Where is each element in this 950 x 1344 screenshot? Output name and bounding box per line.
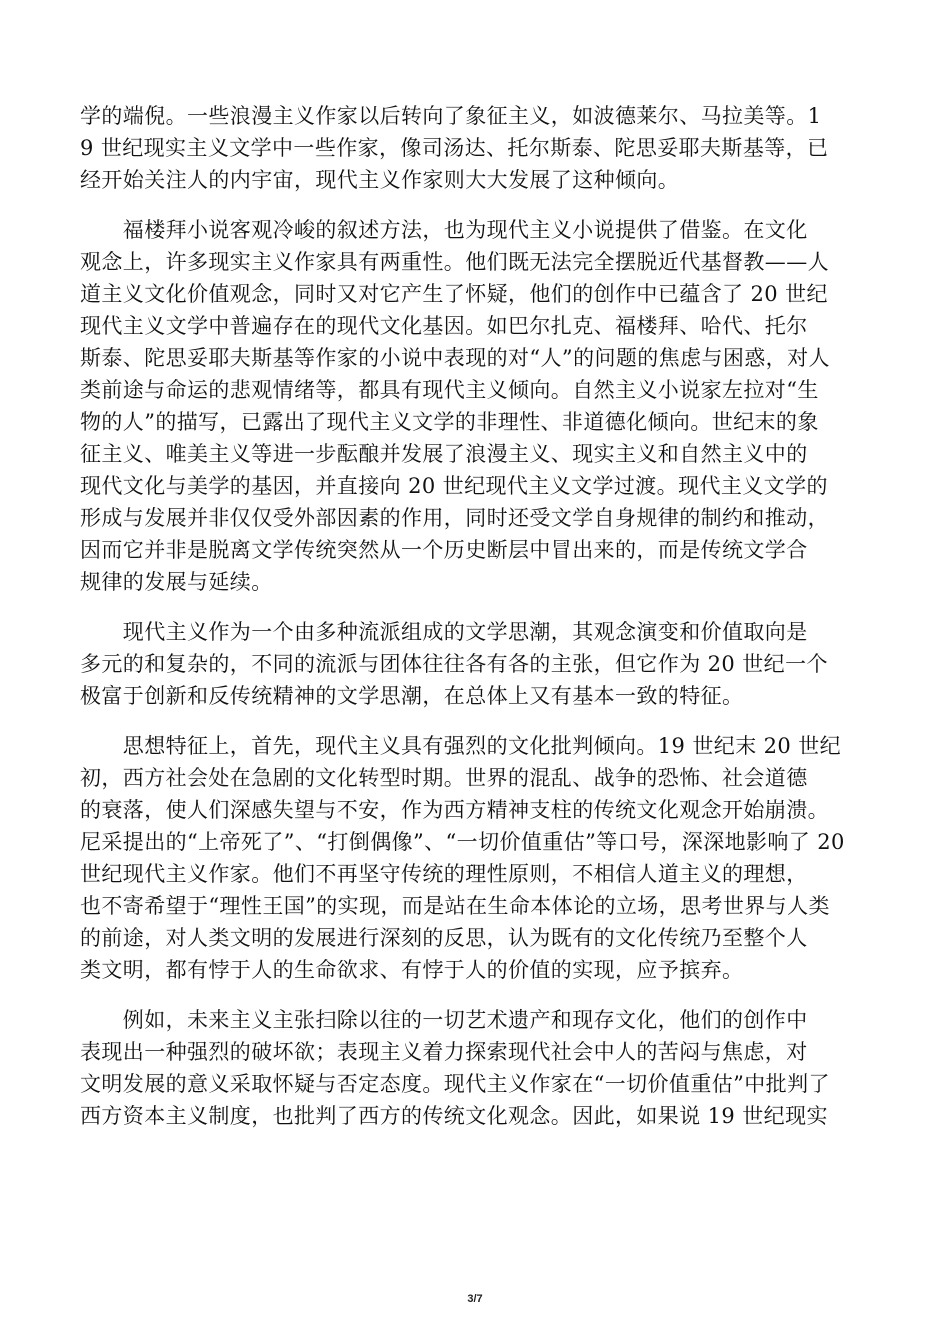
text-line: 文明发展的意义采取怀疑与否定态度。现代主义作家在“一切价值重估”中批判了	[80, 1072, 830, 1096]
text-line: 多元的和复杂的，不同的流派与团体往往各有各的主张，但它作为 20 世纪一个	[80, 652, 828, 676]
text-line: 福楼拜小说客观冷峻的叙述方法，也为现代主义小说提供了借鉴。在文化	[80, 218, 808, 242]
text-line: 也不寄希望于“理性王国”的实现，而是站在生命本体论的立场，思考世界与人类	[80, 894, 830, 918]
text-line: 极富于创新和反传统精神的文学思潮，在总体上又有基本一致的特征。	[80, 684, 744, 708]
text-line: 形成与发展并非仅仅受外部因素的作用，同时还受文学自身规律的制约和推动，	[80, 506, 829, 530]
page-number: 3/7	[467, 1293, 483, 1305]
text-line: 的衰落，使人们深感失望与不安，作为西方精神支柱的传统文化观念开始崩溃。	[80, 798, 829, 822]
text-line: 初，西方社会处在急剧的文化转型时期。世界的混乱、战争的恐怖、社会道德	[80, 766, 808, 790]
text-line: 的前途，对人类文明的发展进行深刻的反思，认为既有的文化传统乃至整个人	[80, 926, 808, 950]
text-line: 现代主义文学中普遍存在的现代文化基因。如巴尔扎克、福楼拜、哈代、托尔	[80, 314, 808, 338]
text-line: 道主义文化价值观念，同时又对它产生了怀疑，他们的创作中已蕴含了 20 世纪	[80, 282, 828, 306]
text-line: 现代文化与美学的基因，并直接向 20 世纪现代主义文学过渡。现代主义文学的	[80, 474, 828, 498]
paragraph	[80, 730, 870, 986]
text-line: 9 世纪现实主义文学中一些作家，像司汤达、托尔斯泰、陀思妥耶夫斯基等，已	[80, 136, 829, 160]
paragraph	[80, 1004, 870, 1132]
text-line: 观念上，许多现实主义作家具有两重性。他们既无法完全摆脱近代基督教——人	[80, 250, 829, 274]
text-line: 表现出一种强烈的破坏欲；表现主义着力探索现代社会中人的苦闷与焦虑，对	[80, 1040, 808, 1064]
paragraph	[80, 100, 870, 196]
text-line: 例如，未来主义主张扫除以往的一切艺术遗产和现存文化，他们的创作中	[80, 1008, 808, 1032]
text-line: 规律的发展与延续。	[80, 570, 273, 594]
text-line: 世纪现代主义作家。他们不再坚守传统的理性原则，不相信人道主义的理想，	[80, 862, 808, 886]
text-line: 类文明，都有悖于人的生命欲求、有悖于人的价值的实现，应予摈弃。	[80, 958, 744, 982]
text-line: 现代主义作为一个由多种流派组成的文学思潮，其观念演变和价值取向是	[80, 620, 808, 644]
text-line: 因而它并非是脱离文学传统突然从一个历史断层中冒出来的，而是传统文学合	[80, 538, 808, 562]
paragraph	[80, 214, 870, 598]
paragraph	[80, 616, 870, 712]
text-line: 尼采提出的“上帝死了”、“打倒偶像”、“一切价值重估”等口号，深深地影响了 20	[80, 830, 845, 854]
text-line: 经开始关注人的内宇宙，现代主义作家则大大发展了这种倾向。	[80, 168, 680, 192]
text-line: 西方资本主义制度，也批判了西方的传统文化观念。因此，如果说 19 世纪现实	[80, 1104, 828, 1128]
text-line: 物的人”的描写，已露出了现代主义文学的非理性、非道德化倾向。世纪末的象	[80, 410, 819, 434]
document-body	[80, 100, 870, 1150]
text-line: 斯泰、陀思妥耶夫斯基等作家的小说中表现的对“人”的问题的焦虑与困惑，对人	[80, 346, 830, 370]
text-line: 学的端倪。一些浪漫主义作家以后转向了象征主义，如波德莱尔、马拉美等。1	[80, 104, 822, 128]
text-line: 征主义、唯美主义等进一步酝酿并发展了浪漫主义、现实主义和自然主义中的	[80, 442, 808, 466]
text-line: 思想特征上，首先，现代主义具有强烈的文化批判倾向。19 世纪末 20 世纪	[80, 734, 842, 758]
text-line: 类前途与命运的悲观情绪等，都具有现代主义倾向。自然主义小说家左拉对“生	[80, 378, 819, 402]
